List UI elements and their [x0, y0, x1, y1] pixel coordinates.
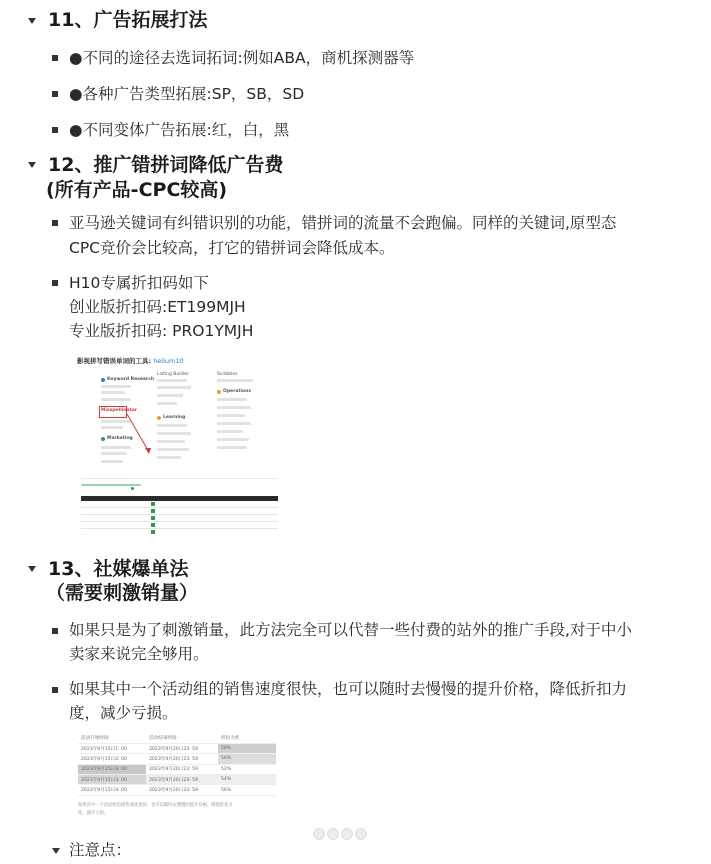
section-12-subtitle: (所有产品-CPC较高)	[46, 179, 228, 201]
bullet-icon	[52, 687, 58, 693]
list-item-line: 度，减少亏损。	[69, 704, 178, 722]
keyword-icon	[101, 378, 105, 382]
operations-icon	[217, 390, 221, 394]
bullet-icon	[52, 280, 58, 286]
list-item: ●不同变体广告拓展:红，白，黑	[69, 121, 290, 139]
list-item-line: 如果其中一个活动组的销售速度很快，也可以随时去慢慢的提升价格，降低折扣力	[69, 680, 628, 698]
list-item-line: CPC竞价会比较高，打它的错拼词会降低成本。	[69, 239, 395, 257]
carousel-dot[interactable]	[355, 828, 367, 840]
table-row: 2023年9月15日3: 00 2023年9月20日23: 59 54%	[78, 775, 276, 785]
learning-icon	[157, 416, 161, 420]
table-row: 2023年9月15日2: 00 2023年9月20日23: 59 56%	[78, 754, 276, 764]
arrow-icon	[125, 412, 155, 458]
helium10-tools-screenshot: 影视拼写错误单词的工具: helium10 Keyword Research Misspellinator Marketing Listing Builder Learning Scribbles Operations	[77, 350, 279, 536]
table-footnote: 如果其中一个活动组的销售速度很快，也可以随时去慢慢的提升价格，降低折扣力 度，减少亏损。	[78, 803, 233, 816]
carousel-dot[interactable]	[313, 828, 325, 840]
table-row: 2023年9月15日3: 00 2023年9月20日23: 59 52%	[78, 764, 276, 774]
marketing-icon	[101, 437, 105, 441]
list-item-line: 卖家来说完全够用。	[69, 645, 209, 663]
section-12-title: 12、推广错拼词降低广告费	[48, 154, 284, 176]
collapse-caret-icon[interactable]	[28, 18, 36, 24]
carousel-dot[interactable]	[341, 828, 353, 840]
list-item-line: 亚马逊关键词有纠错识别的功能，错拼词的流量不会跑偏。同样的关键词,原型态	[69, 214, 617, 232]
list-item-line: H10专属折扣码如下	[69, 274, 209, 292]
section-13-subtitle: （需要刺激销量）	[46, 582, 199, 604]
bullet-icon	[52, 55, 58, 61]
collapse-caret-icon[interactable]	[28, 566, 36, 572]
screenshot-title: 影视拼写错误单词的工具: helium10	[77, 357, 184, 365]
bullet-icon	[52, 220, 58, 226]
notes-title: 注意点：	[69, 841, 132, 859]
discount-code-pro: 专业版折扣码: PRO1YMJH	[69, 322, 254, 340]
collapse-caret-icon[interactable]	[52, 848, 60, 854]
section-13-title: 13、社媒爆单法	[48, 558, 189, 580]
table-header-row: 活动开始时间 活动结束时间 折扣力度	[78, 733, 276, 743]
carousel-dots[interactable]	[313, 828, 367, 840]
discount-table-screenshot	[78, 733, 276, 823]
table-row: 2023年9月15日1: 00 2023年9月20日23: 59 58%	[78, 743, 276, 753]
list-item: ●各种广告类型拓展:SP，SB，SD	[69, 85, 305, 103]
list-item: ●不同的途径去选词拓词:例如ABA，商机探测器等	[69, 49, 415, 67]
list-item-line: 如果只是为了刺激销量，此方法完全可以代替一些付费的站外的推广手段,对于中小	[69, 621, 632, 639]
discount-table	[78, 733, 276, 796]
bullet-icon	[52, 628, 58, 634]
bullet-icon	[52, 127, 58, 133]
collapse-caret-icon[interactable]	[28, 162, 36, 168]
section-11-title: 11、广告拓展打法	[48, 9, 208, 31]
discount-code-startup: 创业版折扣码:ET199MJH	[69, 298, 246, 316]
carousel-dot[interactable]	[327, 828, 339, 840]
bullet-icon	[52, 91, 58, 97]
table-row: 2023年9月15日4: 00 2023年9月20日23: 59 56%	[78, 785, 276, 795]
